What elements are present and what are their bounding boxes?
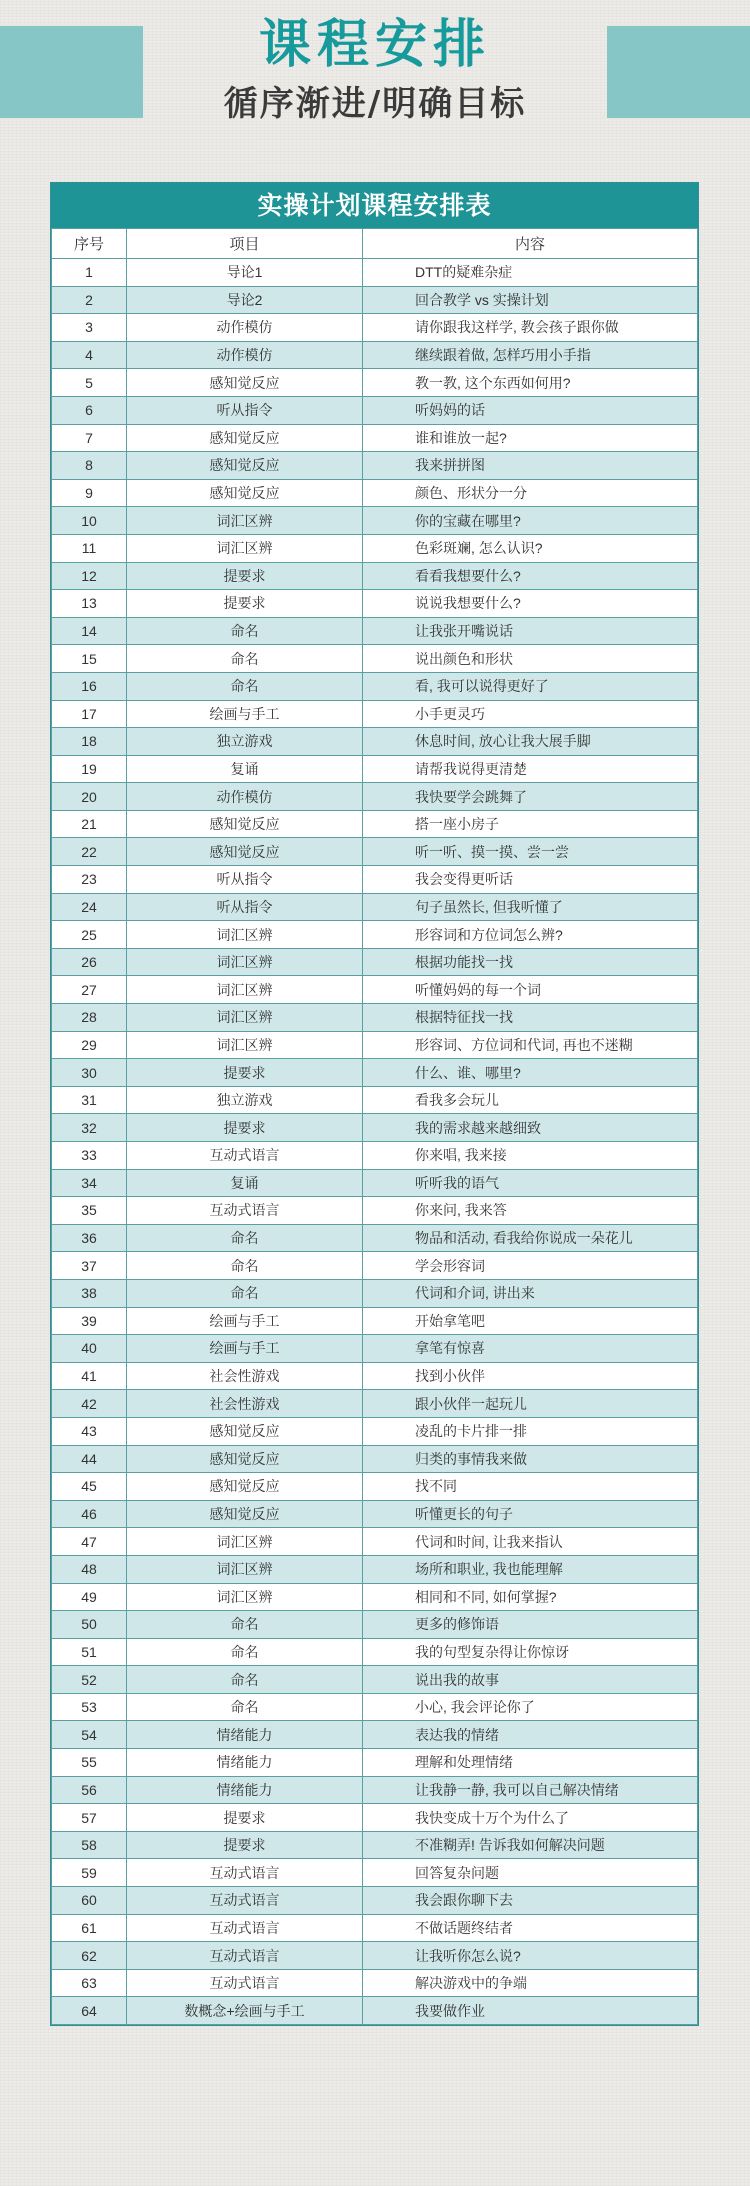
row-number: 36 [52,1224,127,1252]
row-item: 互动式语言 [127,1942,363,1970]
table-body [52,259,698,2025]
table-row [52,1390,698,1418]
table-row [52,1362,698,1390]
row-item: 独立游戏 [127,1086,363,1114]
table-row [52,1693,698,1721]
table-row [52,1224,698,1252]
table-row [52,1859,698,1887]
table-row [52,1528,698,1556]
row-number: 58 [52,1831,127,1859]
row-number: 61 [52,1914,127,1942]
row-number: 5 [52,369,127,397]
row-number: 7 [52,424,127,452]
row-number: 27 [52,976,127,1004]
row-item: 绘画与手工 [127,700,363,728]
row-content: 我的句型复杂得让你惊讶 [363,1638,698,1666]
row-number: 19 [52,755,127,783]
row-item: 词汇区辨 [127,1528,363,1556]
row-content: 颜色、形状分一分 [363,479,698,507]
row-content: 你来唱, 我来接 [363,1142,698,1170]
row-item: 互动式语言 [127,1887,363,1915]
table-row [52,507,698,535]
row-content: 凌乱的卡片排一排 [363,1417,698,1445]
row-number: 52 [52,1666,127,1694]
row-number: 51 [52,1638,127,1666]
table-row [52,562,698,590]
table-row [52,314,698,342]
row-number: 42 [52,1390,127,1418]
row-content: 代词和介词, 讲出来 [363,1279,698,1307]
row-item: 命名 [127,1279,363,1307]
row-item: 情绪能力 [127,1776,363,1804]
table-row [52,700,698,728]
row-content: 找不同 [363,1473,698,1501]
table-row [52,1114,698,1142]
row-number: 2 [52,286,127,314]
row-number: 39 [52,1307,127,1335]
table-row [52,1252,698,1280]
row-content: 继续跟着做, 怎样巧用小手指 [363,341,698,369]
table-row [52,1307,698,1335]
table-row [52,617,698,645]
row-number: 22 [52,838,127,866]
row-item: 词汇区辨 [127,921,363,949]
row-item: 复诵 [127,755,363,783]
row-item: 导论2 [127,286,363,314]
row-item: 听从指令 [127,893,363,921]
table-row [52,1169,698,1197]
row-content: 听懂妈妈的每一个词 [363,976,698,1004]
row-item: 感知觉反应 [127,810,363,838]
table-row [52,1831,698,1859]
row-number: 1 [52,259,127,287]
table-row [52,1031,698,1059]
row-item: 情绪能力 [127,1721,363,1749]
row-item: 导论1 [127,259,363,287]
row-content: 学会形容词 [363,1252,698,1280]
row-item: 绘画与手工 [127,1335,363,1363]
row-number: 32 [52,1114,127,1142]
row-item: 互动式语言 [127,1142,363,1170]
row-item: 动作模仿 [127,341,363,369]
table-row [52,921,698,949]
table-row [52,1776,698,1804]
row-content: 形容词和方位词怎么辨? [363,921,698,949]
row-number: 29 [52,1031,127,1059]
row-item: 绘画与手工 [127,1307,363,1335]
table-row [52,1611,698,1639]
row-item: 提要求 [127,1059,363,1087]
row-number: 26 [52,948,127,976]
row-number: 17 [52,700,127,728]
page-subtitle: 循序渐进/明确目标 [223,84,527,124]
row-content: 小手更灵巧 [363,700,698,728]
table-row [52,1197,698,1225]
column-header-content: 内容 [363,229,698,259]
page-title: 课程安排 [258,15,491,75]
row-number: 20 [52,783,127,811]
table-row [52,810,698,838]
row-content: 句子虽然长, 但我听懂了 [363,893,698,921]
row-item: 感知觉反应 [127,452,363,480]
row-content: 场所和职业, 我也能理解 [363,1555,698,1583]
row-content: 小心, 我会评论你了 [363,1693,698,1721]
row-item: 词汇区辨 [127,948,363,976]
row-number: 53 [52,1693,127,1721]
row-item: 复诵 [127,1169,363,1197]
row-content: 请你跟我这样学, 教会孩子跟你做 [363,314,698,342]
row-item: 感知觉反应 [127,1445,363,1473]
table-row [52,976,698,1004]
row-content: 根据特征找一找 [363,1004,698,1032]
table-row [52,424,698,452]
row-item: 命名 [127,1252,363,1280]
table-row [52,286,698,314]
row-content: 让我静一静, 我可以自己解决情绪 [363,1776,698,1804]
row-content: 根据功能找一找 [363,948,698,976]
table-row [52,1445,698,1473]
row-item: 词汇区辨 [127,976,363,1004]
row-number: 64 [52,1997,127,2025]
table-row [52,893,698,921]
row-number: 23 [52,866,127,894]
row-number: 62 [52,1942,127,1970]
row-item: 命名 [127,1638,363,1666]
row-number: 40 [52,1335,127,1363]
row-number: 12 [52,562,127,590]
row-item: 感知觉反应 [127,1417,363,1445]
row-content: 请帮我说得更清楚 [363,755,698,783]
row-number: 43 [52,1417,127,1445]
row-number: 18 [52,728,127,756]
row-number: 48 [52,1555,127,1583]
row-content: 看, 我可以说得更好了 [363,672,698,700]
table-row [52,1335,698,1363]
table-row [52,534,698,562]
row-number: 10 [52,507,127,535]
row-content: 看看我想要什么? [363,562,698,590]
row-content: 物品和活动, 看我给你说成一朵花儿 [363,1224,698,1252]
table-row [52,1942,698,1970]
row-content: 相同和不同, 如何掌握? [363,1583,698,1611]
row-item: 感知觉反应 [127,1473,363,1501]
row-item: 感知觉反应 [127,1500,363,1528]
row-item: 词汇区辨 [127,1555,363,1583]
table-row [52,866,698,894]
row-number: 30 [52,1059,127,1087]
table-row [52,1997,698,2025]
row-number: 54 [52,1721,127,1749]
row-item: 词汇区辨 [127,507,363,535]
row-item: 互动式语言 [127,1914,363,1942]
row-content: 你的宝藏在哪里? [363,507,698,535]
row-number: 3 [52,314,127,342]
row-content: 回合教学 vs 实操计划 [363,286,698,314]
row-content: 找到小伙伴 [363,1362,698,1390]
row-content: 形容词、方位词和代词, 再也不迷糊 [363,1031,698,1059]
row-number: 8 [52,452,127,480]
row-item: 提要求 [127,562,363,590]
table-row [52,1086,698,1114]
row-number: 49 [52,1583,127,1611]
table-row [52,369,698,397]
row-number: 13 [52,590,127,618]
row-content: 理解和处理情绪 [363,1749,698,1777]
row-item: 数概念+绘画与手工 [127,1997,363,2025]
row-number: 16 [52,672,127,700]
row-content: 色彩斑斓, 怎么认识? [363,534,698,562]
schedule-grid [51,228,698,2025]
table-row [52,948,698,976]
table-row [52,396,698,424]
row-content: 看我多会玩儿 [363,1086,698,1114]
table-row [52,838,698,866]
table-row [52,1004,698,1032]
row-number: 11 [52,534,127,562]
row-content: 教一教, 这个东西如何用? [363,369,698,397]
row-content: 说说我想要什么? [363,590,698,618]
row-item: 听从指令 [127,396,363,424]
row-item: 提要求 [127,1114,363,1142]
row-item: 独立游戏 [127,728,363,756]
row-number: 21 [52,810,127,838]
table-caption: 实操计划课程安排表 [51,183,698,228]
table-row [52,1638,698,1666]
row-content: 代词和时间, 让我来指认 [363,1528,698,1556]
row-item: 命名 [127,1224,363,1252]
table-row [52,479,698,507]
row-number: 38 [52,1279,127,1307]
table-row [52,1749,698,1777]
row-number: 4 [52,341,127,369]
row-number: 35 [52,1197,127,1225]
row-content: 拿笔有惊喜 [363,1335,698,1363]
column-header-number: 序号 [52,229,127,259]
row-item: 动作模仿 [127,314,363,342]
row-number: 34 [52,1169,127,1197]
row-content: 让我张开嘴说话 [363,617,698,645]
row-content: 回答复杂问题 [363,1859,698,1887]
row-number: 45 [52,1473,127,1501]
row-number: 41 [52,1362,127,1390]
row-item: 社会性游戏 [127,1390,363,1418]
row-number: 57 [52,1804,127,1832]
row-content: 说出我的故事 [363,1666,698,1694]
table-row [52,1142,698,1170]
table-row [52,1500,698,1528]
table-row [52,1583,698,1611]
row-item: 命名 [127,645,363,673]
row-number: 24 [52,893,127,921]
row-item: 感知觉反应 [127,424,363,452]
row-item: 词汇区辨 [127,1583,363,1611]
row-item: 命名 [127,1611,363,1639]
row-item: 社会性游戏 [127,1362,363,1390]
row-item: 动作模仿 [127,783,363,811]
row-number: 9 [52,479,127,507]
row-item: 互动式语言 [127,1859,363,1887]
row-content: 让我听你怎么说? [363,1942,698,1970]
row-content: 不做话题终结者 [363,1914,698,1942]
row-content: 听听我的语气 [363,1169,698,1197]
row-item: 词汇区辨 [127,1031,363,1059]
row-content: 解决游戏中的争端 [363,1969,698,1997]
row-content: 我会跟你聊下去 [363,1887,698,1915]
row-item: 命名 [127,672,363,700]
table-row [52,1555,698,1583]
row-number: 37 [52,1252,127,1280]
row-content: 表达我的情绪 [363,1721,698,1749]
row-item: 互动式语言 [127,1197,363,1225]
table-row [52,1721,698,1749]
row-number: 50 [52,1611,127,1639]
row-item: 感知觉反应 [127,838,363,866]
row-item: 听从指令 [127,866,363,894]
table-row [52,590,698,618]
row-number: 47 [52,1528,127,1556]
row-content: 跟小伙伴一起玩儿 [363,1390,698,1418]
table-row [52,755,698,783]
row-content: 听一听、摸一摸、尝一尝 [363,838,698,866]
table-row [52,645,698,673]
row-item: 提要求 [127,1831,363,1859]
column-header-item: 项目 [127,229,363,259]
row-content: 说出颜色和形状 [363,645,698,673]
row-content: 开始拿笔吧 [363,1307,698,1335]
table-row [52,1914,698,1942]
row-content: 听妈妈的话 [363,396,698,424]
row-content: 听懂更长的句子 [363,1500,698,1528]
row-number: 31 [52,1086,127,1114]
row-number: 15 [52,645,127,673]
table-row [52,1887,698,1915]
row-content: 更多的修饰语 [363,1611,698,1639]
row-item: 词汇区辨 [127,534,363,562]
row-number: 6 [52,396,127,424]
row-item: 提要求 [127,590,363,618]
row-content: 归类的事情我来做 [363,1445,698,1473]
row-content: 我快要学会跳舞了 [363,783,698,811]
row-number: 28 [52,1004,127,1032]
table-row [52,1473,698,1501]
table-row [52,1804,698,1832]
row-content: 搭一座小房子 [363,810,698,838]
row-number: 60 [52,1887,127,1915]
header-row [52,229,698,259]
table-row [52,1059,698,1087]
table-row [52,1666,698,1694]
row-number: 33 [52,1142,127,1170]
row-content: 我要做作业 [363,1997,698,2025]
row-item: 命名 [127,1693,363,1721]
row-content: 谁和谁放一起? [363,424,698,452]
row-number: 55 [52,1749,127,1777]
row-item: 命名 [127,1666,363,1694]
row-number: 63 [52,1969,127,1997]
row-number: 56 [52,1776,127,1804]
table-row [52,1279,698,1307]
table-row [52,452,698,480]
row-content: 你来问, 我来答 [363,1197,698,1225]
table-row [52,1969,698,1997]
row-number: 46 [52,1500,127,1528]
row-content: DTT的疑难杂症 [363,259,698,287]
table-row [52,783,698,811]
row-content: 不准糊弄! 告诉我如何解决问题 [363,1831,698,1859]
row-item: 情绪能力 [127,1749,363,1777]
row-content: 我的需求越来越细致 [363,1114,698,1142]
table-row [52,341,698,369]
row-content: 休息时间, 放心让我大展手脚 [363,728,698,756]
row-content: 我来拼拼图 [363,452,698,480]
row-item: 感知觉反应 [127,479,363,507]
row-content: 我快变成十万个为什么了 [363,1804,698,1832]
row-item: 词汇区辨 [127,1004,363,1032]
row-number: 44 [52,1445,127,1473]
table-row [52,672,698,700]
row-item: 感知觉反应 [127,369,363,397]
row-number: 14 [52,617,127,645]
table-row [52,259,698,287]
row-content: 我会变得更听话 [363,866,698,894]
row-number: 25 [52,921,127,949]
row-content: 什么、谁、哪里? [363,1059,698,1087]
table-row [52,728,698,756]
row-number: 59 [52,1859,127,1887]
row-item: 提要求 [127,1804,363,1832]
table-row [52,1417,698,1445]
schedule-table [50,182,699,2026]
row-item: 命名 [127,617,363,645]
row-item: 互动式语言 [127,1969,363,1997]
